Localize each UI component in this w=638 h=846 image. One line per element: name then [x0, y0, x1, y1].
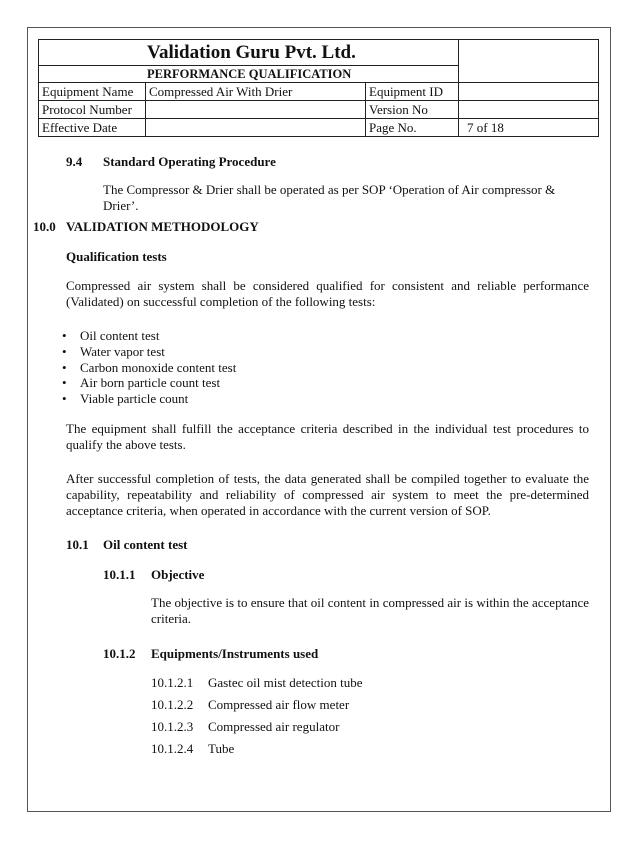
- version-label: Version No: [366, 101, 459, 119]
- item-text: Tube: [208, 741, 235, 756]
- company-name: Validation Guru Pvt. Ltd.: [39, 40, 459, 66]
- item-number: 10.1.2.2: [151, 697, 194, 712]
- version-value: [459, 101, 599, 119]
- section-10-title: VALIDATION METHODOLOGY: [66, 219, 259, 234]
- list-item: • Air born particle count test: [60, 375, 236, 391]
- section-10-number: 10.0: [33, 219, 56, 234]
- list-item: • Oil content test: [60, 328, 236, 344]
- item-number: 10.1.2.1: [151, 675, 194, 690]
- item-text: Compressed air flow meter: [208, 697, 350, 712]
- equipment-id-value: [459, 83, 599, 101]
- objective-text: The objective is to ensure that oil content in compressed air is within the acceptance criteria.: [151, 595, 589, 626]
- list-item: • Carbon monoxide content test: [60, 360, 236, 376]
- logo-cell: [459, 40, 599, 83]
- equipment-id-label: Equipment ID: [366, 83, 459, 101]
- page-border: [27, 27, 611, 812]
- objective-heading: Objective: [151, 567, 205, 582]
- page-label: Page No.: [366, 119, 459, 137]
- protocol-number-value: [146, 101, 366, 119]
- list-item: • Water vapor test: [60, 344, 236, 360]
- protocol-number-label: Protocol Number: [39, 101, 146, 119]
- section-10-1-1-number: 10.1.1: [103, 567, 136, 582]
- section-10-1-2-number: 10.1.2: [103, 646, 136, 661]
- page-number: 7 of 18: [459, 119, 599, 137]
- acceptance-paragraph: The equipment shall fulfill the acceptance criteria described in the individual test procedures to qualify the above tests.: [66, 421, 589, 452]
- item-number: 10.1.2.3: [151, 719, 194, 734]
- equipment-name-value: Compressed Air With Drier: [146, 83, 366, 101]
- effective-date-label: Effective Date: [39, 119, 146, 137]
- list-item: • Viable particle count: [60, 391, 236, 407]
- evaluation-paragraph: After successful completion of tests, the data generated shall be compiled together to evaluate the capability, repeatability and reliability of compressed air system to meet the pre-determined acceptance criteria, when operated in accordance with the current version of SOP.: [66, 471, 589, 518]
- equipments-heading: Equipments/Instruments used: [151, 646, 319, 661]
- section-10-1-number: 10.1: [66, 537, 89, 552]
- test-list: [60, 328, 236, 407]
- item-text: Compressed air regulator: [208, 719, 340, 734]
- document-header-table: [38, 39, 599, 137]
- document-type: PERFORMANCE QUALIFICATION: [39, 66, 459, 83]
- item-text: Gastec oil mist detection tube: [208, 675, 363, 690]
- equipment-name-label: Equipment Name: [39, 83, 146, 101]
- effective-date-value: [146, 119, 366, 137]
- section-9-4-text: The Compressor & Drier shall be operated as per SOP ‘Operation of Air compressor & Drier’.: [103, 182, 556, 213]
- section-9-4-title: Standard Operating Procedure: [103, 154, 276, 169]
- qualification-tests-heading: Qualification tests: [66, 249, 167, 264]
- qualification-paragraph: Compressed air system shall be considered qualified for consistent and reliable performance (Validated) on successful completion of the following tests:: [66, 278, 589, 309]
- section-10-1-title: Oil content test: [103, 537, 188, 552]
- section-9-4-number: 9.4: [66, 154, 83, 169]
- item-number: 10.1.2.4: [151, 741, 194, 756]
